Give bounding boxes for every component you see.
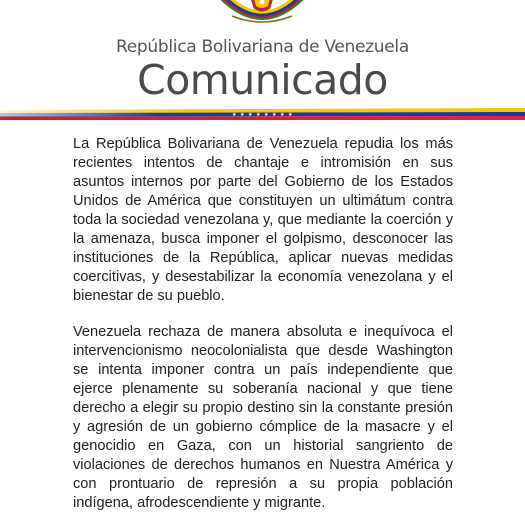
page-title: Comunicado bbox=[137, 56, 388, 104]
svg-text:★: ★ bbox=[288, 112, 293, 118]
coat-of-arms-icon bbox=[212, 0, 312, 34]
paragraph-2: Venezuela rechaza de manera absoluta e inequívoca el intervencionismo neocolonialista que desde Washington se intenta imponer contra un país independiente que ejerce plenamente su soberanía nacional y que tiene derecho a elegir su propio destino sin la constante presión y agresión de un gobierno cómplice de la masacre y el genocidio en Gaza, con un historial sangriento de violaciones de derechos humanos en Nuestra América y con prontuario de represión a su propia población indígena, afrodescendiente y migrante. bbox=[73, 324, 453, 511]
country-subtitle: República Bolivariana de Venezuela bbox=[116, 37, 409, 57]
paragraph-1: La República Bolivariana de Venezuela repudia los más recientes intentos de chantaje e intromisión en sus asuntos internos por parte del Gobierno de los Estados Unidos de América que constituyen un ultimátum contra toda la sociedad venezolana y, que mediante la coerción y la amenaza, busca imponer el golpismo, desconocer las instituciones de la República, aplicar nuevas medidas coercitivas, y desestabilizar la economía venezolana y el bienestar de su pueblo. bbox=[73, 136, 453, 304]
communique-body bbox=[73, 135, 453, 530]
svg-text:★: ★ bbox=[280, 112, 285, 118]
svg-text:★: ★ bbox=[232, 112, 237, 118]
svg-text:★: ★ bbox=[248, 112, 253, 118]
svg-text:★: ★ bbox=[264, 112, 269, 118]
svg-text:★: ★ bbox=[272, 112, 277, 118]
flag-stripe-band bbox=[0, 108, 525, 120]
svg-text:★: ★ bbox=[240, 112, 245, 118]
svg-text:★: ★ bbox=[256, 112, 261, 118]
